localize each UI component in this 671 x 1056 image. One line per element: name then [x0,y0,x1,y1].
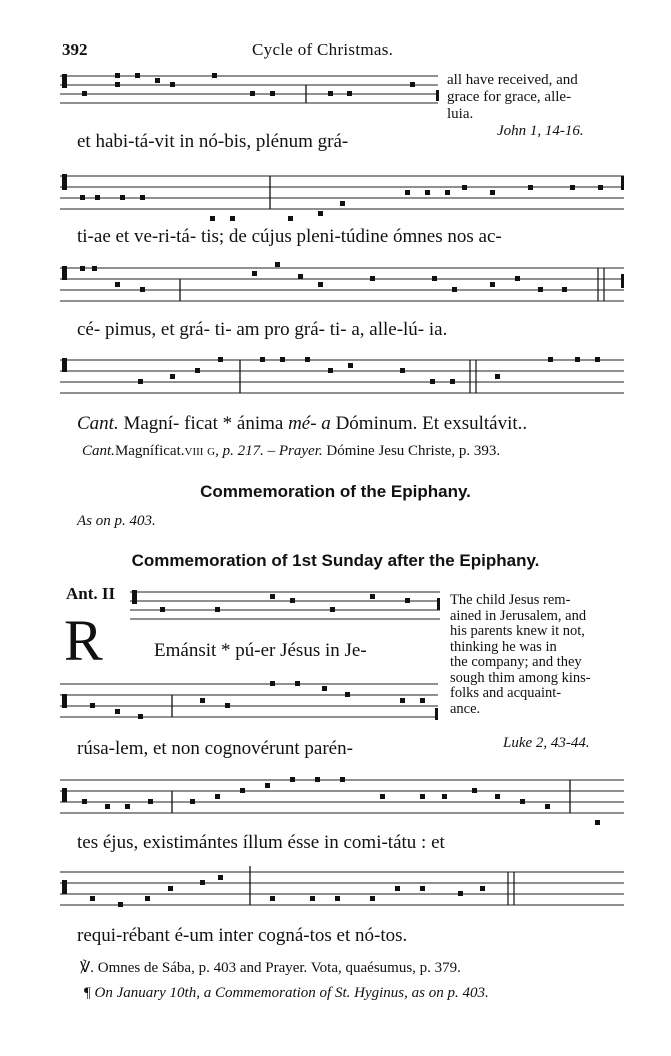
staff-6 [60,676,442,726]
cant-label: Cant. [77,413,119,434]
antiphon-label: Ant. II [66,584,116,603]
magnificat-intonation: Cant. Magní- ficat * ánima mé- a Dóminum. Et exsultávit.. [77,413,528,434]
heading-sunday: Commemoration of 1st Sunday after the Epiphany. [131,551,540,570]
translation-1: all have received, and grace for grace, alle- luia. [447,72,578,122]
staff-4 [60,354,626,404]
as-on-text: As on p. 403. [77,513,156,529]
lyric-3: cé- pimus, et grá- ti- am pro grá- ti- a, alle-lú- ia. [77,319,448,340]
staff-7 [60,774,626,830]
staff-2 [60,168,626,228]
lyric-6: tes éjus, existimántes íllum ésse in comi-tátu : et [77,832,445,853]
versicle-line: ℣. Omnes de Sába, p. 403 and Prayer. Vota, quaésumus, p. 379. [80,960,461,976]
asterisk: * [222,413,233,434]
lyric-5: rúsa-lem, et non cognovérunt parén- [77,738,353,759]
lyric-4: Emánsit * pú-er Jésus in Je- [154,640,367,661]
drop-cap: R [64,608,103,673]
magnificat-reference: Cant.Magníficat.viii g, p. 217. – Prayer. Dómine Jesu Christe, p. 393. [82,443,501,459]
footnote-line: ¶ On January 10th, a Commemoration of St. Hyginus, as on p. 403. [84,985,489,1001]
reference-1: John 1, 14-16. [497,123,584,139]
lyric-1: et habi-tá-vit in nó-bis, plénum grá- [77,131,349,152]
staff-1 [60,68,440,110]
staff-8 [60,866,626,916]
heading-epiphany: Commemoration of the Epiphany. [200,482,471,501]
lyric-7: requi-rébant é-um inter cogná-tos et nó-tos. [77,925,408,946]
pilcrow-icon: ¶ [84,985,91,1001]
page-number: 392 [62,40,88,59]
reference-2: Luke 2, 43-44. [503,735,590,751]
running-title: Cycle of Christmas. [252,40,394,59]
lyric-2: ti-ae et ve-ri-tá- tis; de cújus pleni-túdine ómnes nos ac- [77,226,502,247]
staff-5 [130,584,442,628]
versicle-symbol: ℣. [80,960,95,976]
translation-2: The child Jesus rem- ained in Jerusalem, and his parents knew it not, thinking he was in the company; and they sough thim among kins- folks and acquaint- ance. [450,592,591,717]
staff-3 [60,262,626,312]
